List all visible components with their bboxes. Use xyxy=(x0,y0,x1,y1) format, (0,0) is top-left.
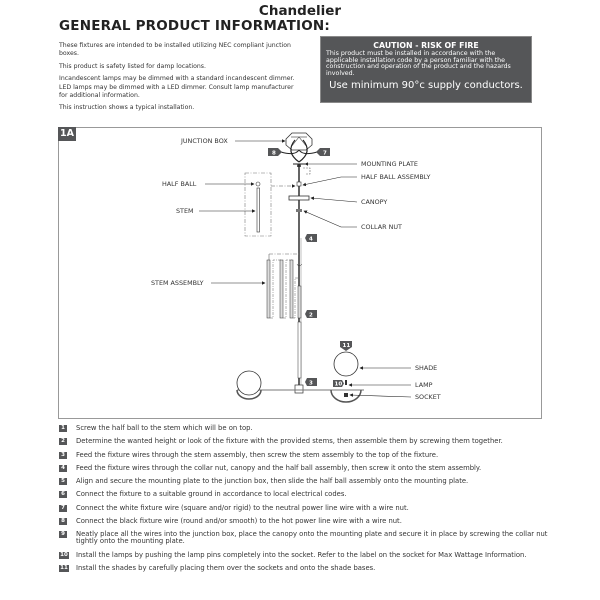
step-item xyxy=(59,505,549,512)
badge-4 xyxy=(305,234,317,243)
step-text: Connect the white fixture wire (square and/or rigid) to the neutral power line wire with a wire nut. xyxy=(76,503,409,512)
label-lamp: LAMP xyxy=(415,381,433,389)
step-text: Install the lamps by pushing the lamp pins completely into the socket. Refer to the label on the socket for Max Wattage Information. xyxy=(76,550,527,559)
step-item xyxy=(59,452,549,459)
label-half-ball-assembly: HALF BALL ASSEMBLY xyxy=(361,173,431,181)
badge-7 xyxy=(316,148,330,157)
installation-diagram xyxy=(58,127,542,419)
svg-text:11: 11 xyxy=(342,343,351,349)
svg-text:3: 3 xyxy=(309,380,313,387)
step-number: 7 xyxy=(59,505,67,512)
intro-text xyxy=(59,42,299,117)
step-number: 10 xyxy=(60,551,68,558)
step-item xyxy=(59,491,549,498)
label-mounting-plate: MOUNTING PLATE xyxy=(361,160,418,168)
badge-11 xyxy=(340,341,352,351)
badge-2 xyxy=(305,310,317,319)
intro-paragraph: Incandescent lamps may be dimmed with a standard incandescent dimmer. LED lamps may be dimmed with a LED dimmer. Consult lamp manufacturer for additional information. xyxy=(59,75,295,100)
step-text: Install the shades by carefully placing them over the sockets and onto the shade bases. xyxy=(76,563,376,572)
intro-paragraph: These fixtures are intended to be installed utilizing NEC compliant junction boxes. xyxy=(59,42,291,58)
svg-text:7: 7 xyxy=(323,150,327,157)
step-text: Connect the fixture to a suitable ground in accordance to local electrical codes. xyxy=(76,490,347,499)
step-text: Align and secure the mounting plate to the junction box, then slide the half ball assembly onto the mounting plate. xyxy=(76,477,469,486)
badge-8 xyxy=(268,148,282,157)
svg-text:10: 10 xyxy=(334,381,343,388)
label-collar-nut: COLLAR NUT xyxy=(361,223,402,231)
diagram-drawing xyxy=(59,128,543,420)
label-half-ball: HALF BALL xyxy=(162,180,197,188)
label-socket: SOCKET xyxy=(415,393,441,401)
step-number: 3 xyxy=(59,452,67,459)
label-stem-assembly: STEM ASSEMBLY xyxy=(151,279,204,287)
right-shade-icon xyxy=(331,352,361,402)
step-number: 4 xyxy=(59,465,67,472)
caution-body: This product must be installed in accordance with the applicable installation code by a person familiar with the construction and operation of the product and the hazards involved. xyxy=(326,50,511,77)
instruction-steps xyxy=(59,425,549,578)
step-text: Feed the fixture wires through the collar nut, canopy and the half ball assembly, then screw it onto the stem assembly. xyxy=(76,463,482,472)
section-heading: GENERAL PRODUCT INFORMATION: xyxy=(59,18,330,34)
intro-paragraph: This product is safety listed for damp locations. xyxy=(59,62,206,70)
caution-box xyxy=(320,36,532,103)
intro-paragraph: This instruction shows a typical installation. xyxy=(59,104,195,112)
step-number: 2 xyxy=(59,438,67,445)
step-text: Screw the half ball to the stem which will be on top. xyxy=(76,424,253,432)
step-number: 5 xyxy=(59,478,67,485)
step-item xyxy=(59,518,549,525)
step-number: 1 xyxy=(59,425,67,432)
step-item xyxy=(59,565,549,572)
figure-tag: 1A xyxy=(58,127,76,141)
document-title: Chandelier xyxy=(258,3,342,19)
step-text: Connect the black fixture wire (round and/or smooth) to the hot power line wire with a wire nut. xyxy=(76,517,402,526)
label-shade: SHADE xyxy=(415,364,438,372)
step-text: Neatly place all the wires into the junction box, place the canopy onto the mounting plate and secure it in place by screwing the collar nut tightly onto the mounting plate. xyxy=(76,530,548,546)
svg-text:2: 2 xyxy=(309,312,313,319)
label-canopy: CANOPY xyxy=(361,198,388,206)
step-item xyxy=(59,425,549,432)
step-text: Feed the fixture wires through the stem assembly, then screw the stem assembly to the top of the fixture. xyxy=(76,450,439,459)
label-stem: STEM xyxy=(176,207,194,215)
step-item xyxy=(59,438,549,445)
left-shade-icon xyxy=(237,371,261,399)
caution-note: Use minimum 90°c supply conductors. xyxy=(329,80,523,91)
step-text: Determine the wanted height or look of the fixture with the provided stems, then assemble them by screwing them together. xyxy=(76,437,503,446)
badge-3 xyxy=(305,378,317,387)
step-item xyxy=(59,478,549,485)
step-item xyxy=(59,531,549,545)
step-number: 8 xyxy=(59,518,67,525)
step-item xyxy=(59,465,549,472)
caution-title: CAUTION - RISK OF FIRE xyxy=(373,41,479,50)
step-number: 9 xyxy=(59,531,67,538)
step-item xyxy=(59,552,549,559)
step-number: 11 xyxy=(60,564,68,571)
step-number: 6 xyxy=(59,491,67,498)
badge-10 xyxy=(333,380,344,388)
svg-text:8: 8 xyxy=(272,150,276,157)
svg-text:4: 4 xyxy=(309,236,313,243)
junction-box-icon xyxy=(286,133,312,150)
label-junction-box: JUNCTION BOX xyxy=(181,137,228,145)
